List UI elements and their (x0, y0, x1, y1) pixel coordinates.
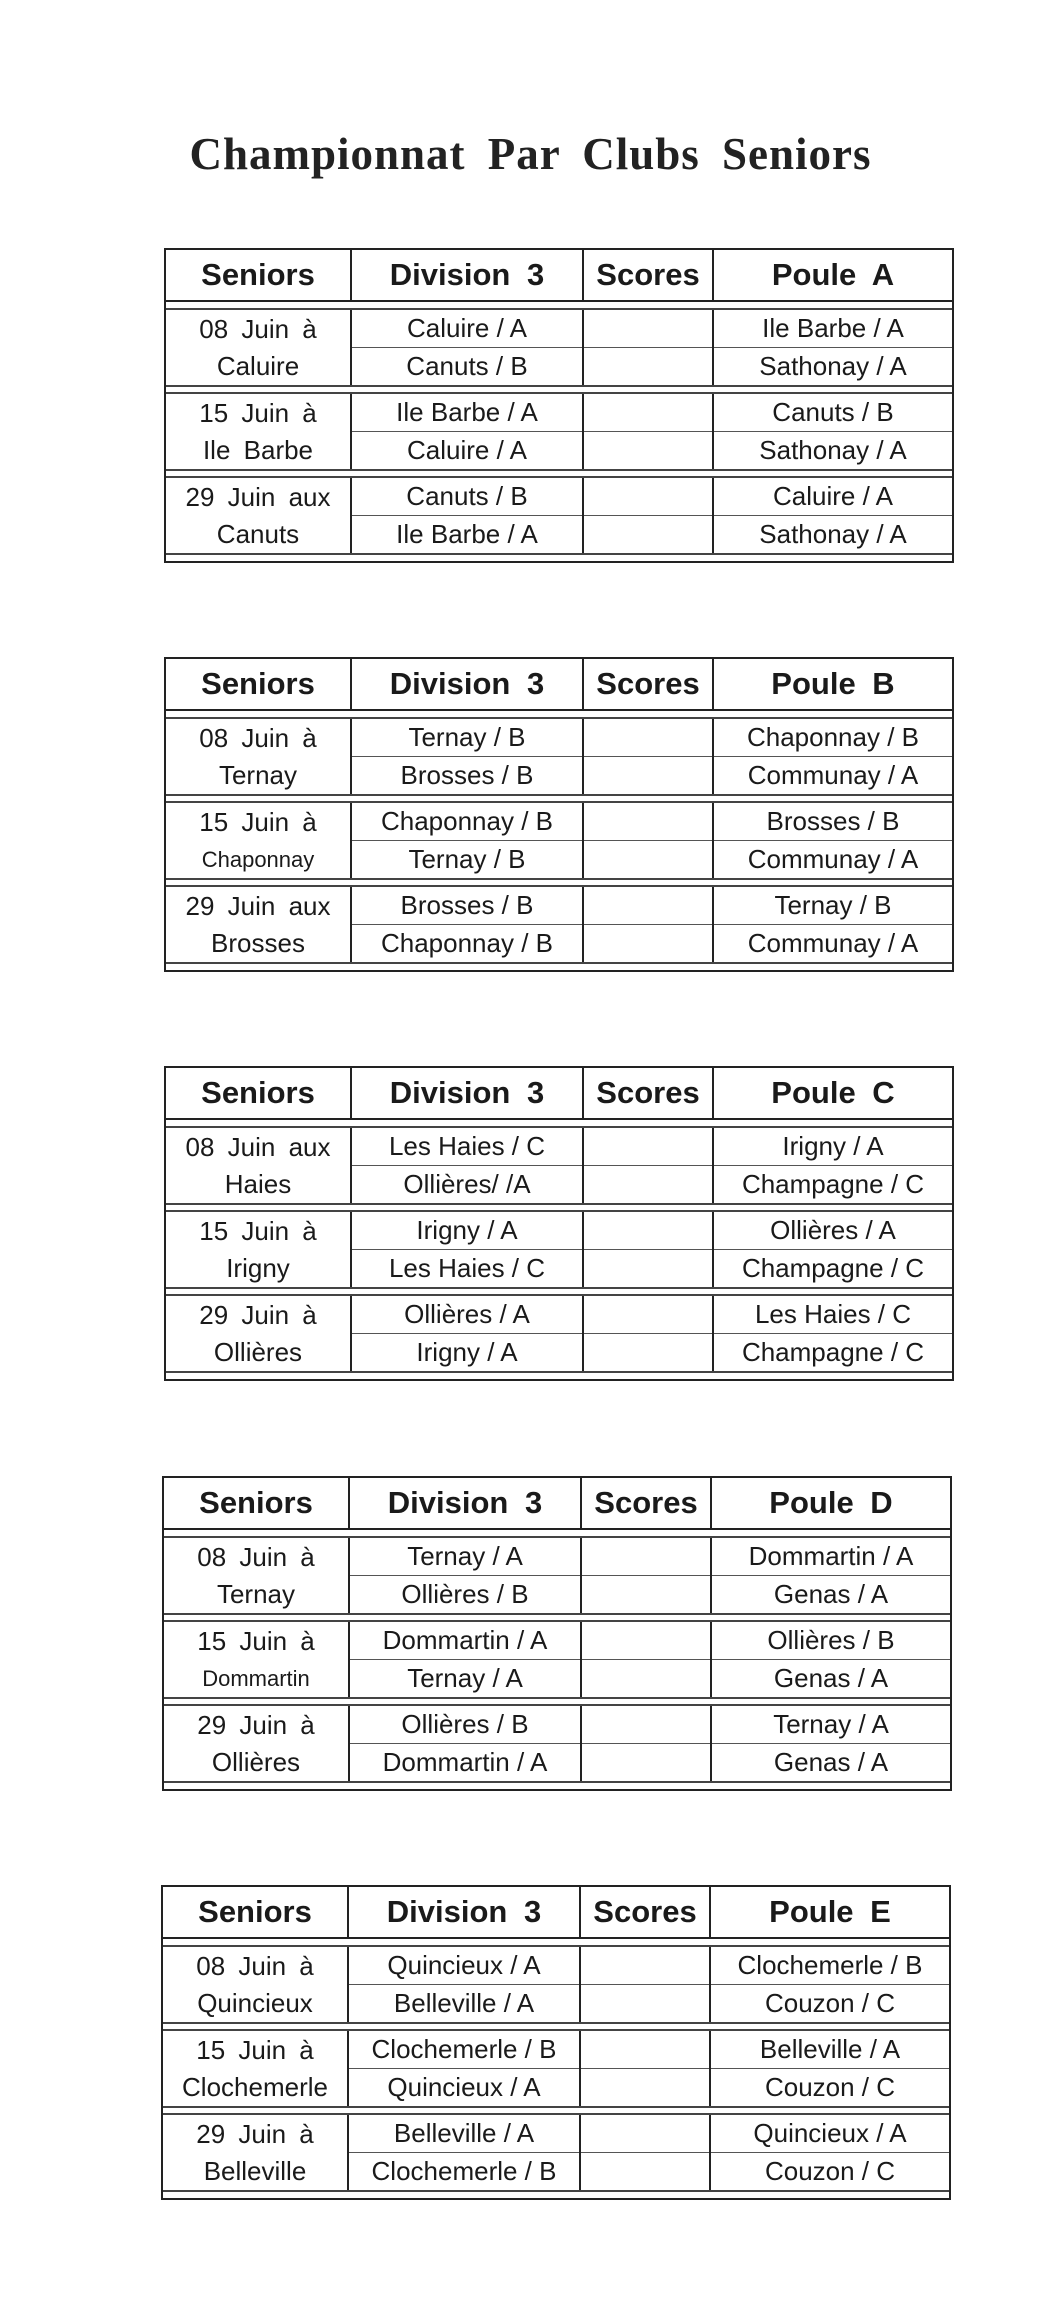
round-row (166, 1296, 952, 1371)
away-team: Genas / A (773, 1747, 889, 1777)
round-date-venue (166, 1296, 352, 1371)
round-date: 15 Juin à (199, 397, 317, 428)
round-venue: Clochemerle (182, 2071, 328, 2102)
poule-table-d (162, 1476, 952, 1791)
score-cells (581, 1947, 711, 2022)
away-teams (712, 1706, 950, 1781)
header-division: Division 3 (352, 1068, 584, 1118)
home-team: Belleville / A (393, 1988, 535, 2018)
home-team: Clochemerle / B (349, 2031, 579, 2069)
home-teams (352, 719, 584, 794)
away-teams (712, 1538, 950, 1613)
round-row (164, 1706, 950, 1781)
round-date: 15 Juin à (196, 2034, 314, 2065)
round-divider (163, 2106, 949, 2115)
away-team: Couzon / C (764, 2072, 896, 2102)
score-cell (584, 757, 712, 794)
round-venue: Caluire (216, 350, 300, 381)
round-row (163, 2031, 949, 2106)
round-venue: Belleville (203, 2155, 307, 2186)
poule-table-b (164, 657, 954, 972)
header-seniors: Seniors (166, 659, 352, 709)
round-date: 08 Juin à (197, 1541, 315, 1572)
header-division: Division 3 (349, 1887, 581, 1937)
round-date-venue (164, 1538, 350, 1613)
round-row (166, 394, 952, 469)
round-date-venue (166, 310, 352, 385)
away-team: Champagne / C (741, 1253, 925, 1283)
header-division: Division 3 (350, 1478, 582, 1528)
round-venue: Ternay (216, 1578, 296, 1609)
away-team: Quincieux / A (711, 2115, 949, 2153)
away-teams (714, 478, 952, 553)
score-cell (584, 1166, 712, 1203)
away-teams (714, 1296, 952, 1371)
away-team: Brosses / B (714, 803, 952, 841)
away-teams (714, 1128, 952, 1203)
score-cells (584, 310, 714, 385)
away-team: Genas / A (773, 1663, 889, 1693)
score-cells (584, 719, 714, 794)
away-team: Communay / A (747, 760, 919, 790)
away-team: Ternay / A (712, 1706, 950, 1744)
score-cell (584, 925, 712, 962)
score-cell (582, 1706, 710, 1744)
round-divider (166, 878, 952, 887)
round-date: 08 Juin à (196, 1950, 314, 1981)
away-team: Clochemerle / B (711, 1947, 949, 1985)
score-cell (582, 1622, 710, 1660)
header-divider (164, 1530, 950, 1538)
round-row (166, 719, 952, 794)
home-team: Ollières / B (401, 1579, 529, 1609)
home-team: Les Haies / C (352, 1128, 582, 1166)
away-team: Canuts / B (714, 394, 952, 432)
round-date-venue (163, 1947, 349, 2022)
score-cell (584, 348, 712, 385)
header-scores: Scores (582, 1478, 712, 1528)
away-team: Sathonay / A (759, 351, 907, 381)
header-seniors: Seniors (166, 1068, 352, 1118)
home-teams (352, 803, 584, 878)
header-scores: Scores (584, 250, 714, 300)
away-team: Belleville / A (711, 2031, 949, 2069)
round-divider (166, 1203, 952, 1212)
away-team: Ollières / B (712, 1622, 950, 1660)
home-team: Ollières/ /A (403, 1169, 531, 1199)
home-teams (352, 310, 584, 385)
round-venue: Ollières (213, 1336, 303, 1367)
score-cells (584, 1296, 714, 1371)
header-poule: Poule A (771, 257, 895, 292)
round-venue: Irigny (226, 1252, 290, 1283)
table-footer-divider (164, 1781, 950, 1789)
home-team: Ollières / B (350, 1706, 580, 1744)
score-cell (584, 310, 712, 348)
round-date-venue (166, 1128, 352, 1203)
score-cell (582, 1576, 710, 1613)
header-poule: Poule D (769, 1485, 893, 1520)
poule-table-c (164, 1066, 954, 1381)
score-cells (582, 1706, 712, 1781)
round-venue: Dommartin (202, 1665, 310, 1691)
score-cell (581, 1947, 709, 1985)
home-teams (349, 2115, 581, 2190)
home-team: Quincieux / A (387, 2072, 541, 2102)
home-teams (352, 478, 584, 553)
away-teams (714, 803, 952, 878)
round-row (166, 478, 952, 553)
round-date-venue (166, 478, 352, 553)
home-teams (349, 1947, 581, 2022)
away-teams (711, 2031, 949, 2106)
round-row (164, 1622, 950, 1697)
round-row (166, 1128, 952, 1203)
home-team: Belleville / A (349, 2115, 579, 2153)
score-cell (581, 2069, 709, 2106)
round-row (166, 803, 952, 878)
score-cells (581, 2115, 711, 2190)
header-scores: Scores (581, 1887, 711, 1937)
header-scores: Scores (584, 1068, 714, 1118)
home-team: Ile Barbe / A (396, 519, 538, 549)
home-team: Clochemerle / B (371, 2156, 557, 2186)
header-seniors: Seniors (163, 1887, 349, 1937)
round-venue: Brosses (211, 927, 305, 958)
home-team: Ollières / A (352, 1296, 582, 1334)
home-teams (350, 1706, 582, 1781)
score-cells (581, 2031, 711, 2106)
round-date: 29 Juin à (197, 1709, 315, 1740)
round-date: 08 Juin à (199, 313, 317, 344)
score-cell (584, 516, 712, 553)
home-team: Canuts / B (352, 478, 582, 516)
score-cells (584, 478, 714, 553)
home-team: Ile Barbe / A (352, 394, 582, 432)
round-divider (166, 385, 952, 394)
header-seniors: Seniors (164, 1478, 350, 1528)
home-team: Ternay / B (408, 844, 526, 874)
home-teams (350, 1538, 582, 1613)
score-cells (584, 394, 714, 469)
score-cell (582, 1744, 710, 1781)
round-date-venue (164, 1706, 350, 1781)
away-team: Sathonay / A (759, 519, 907, 549)
round-date-venue (166, 719, 352, 794)
home-teams (350, 1622, 582, 1697)
round-divider (164, 1613, 950, 1622)
round-row (166, 310, 952, 385)
home-teams (352, 394, 584, 469)
score-cell (581, 2153, 709, 2190)
home-team: Caluire / A (407, 435, 527, 465)
score-cells (582, 1538, 712, 1613)
round-row (166, 887, 952, 962)
home-team: Ternay / A (350, 1538, 580, 1576)
home-team: Ternay / A (407, 1663, 523, 1693)
round-date: 08 Juin à (199, 722, 317, 753)
round-row (163, 1947, 949, 2022)
header-divider (166, 711, 952, 719)
home-team: Les Haies / C (388, 1253, 546, 1283)
round-row (163, 2115, 949, 2190)
round-date-venue (166, 887, 352, 962)
score-cells (584, 1212, 714, 1287)
score-cell (584, 432, 712, 469)
table-header (166, 250, 952, 302)
away-teams (711, 2115, 949, 2190)
away-team: Chaponnay / B (714, 719, 952, 757)
header-divider (166, 302, 952, 310)
away-teams (714, 310, 952, 385)
home-team: Ternay / B (352, 719, 582, 757)
header-seniors: Seniors (166, 250, 352, 300)
away-team: Couzon / C (764, 2156, 896, 2186)
table-header (164, 1478, 950, 1530)
round-date-venue (164, 1622, 350, 1697)
round-date-venue (166, 803, 352, 878)
table-footer-divider (163, 2190, 949, 2198)
poule-table-e (161, 1885, 951, 2200)
table-footer-divider (166, 1371, 952, 1379)
away-team: Les Haies / C (714, 1296, 952, 1334)
home-team: Caluire / A (352, 310, 582, 348)
score-cell (584, 803, 712, 841)
away-team: Ollières / A (714, 1212, 952, 1250)
score-cells (584, 803, 714, 878)
away-team: Communay / A (747, 928, 919, 958)
away-team: Couzon / C (764, 1988, 896, 2018)
score-cell (584, 1296, 712, 1334)
score-cells (584, 1128, 714, 1203)
away-team: Dommartin / A (712, 1538, 950, 1576)
score-cell (584, 1334, 712, 1371)
home-teams (349, 2031, 581, 2106)
home-team: Dommartin / A (382, 1747, 548, 1777)
away-teams (714, 1212, 952, 1287)
score-cell (584, 1212, 712, 1250)
away-team: Caluire / A (714, 478, 952, 516)
score-cell (584, 719, 712, 757)
home-team: Irigny / A (352, 1212, 582, 1250)
round-date: 15 Juin à (199, 806, 317, 837)
score-cell (584, 887, 712, 925)
away-team: Champagne / C (741, 1337, 925, 1367)
score-cell (584, 1250, 712, 1287)
table-footer-divider (166, 962, 952, 970)
round-divider (166, 1287, 952, 1296)
header-division: Division 3 (352, 250, 584, 300)
table-header (166, 659, 952, 711)
score-cell (584, 841, 712, 878)
away-team: Genas / A (773, 1579, 889, 1609)
round-venue: Quincieux (197, 1987, 313, 2018)
home-teams (352, 1128, 584, 1203)
score-cell (584, 1128, 712, 1166)
header-poule: Poule B (771, 666, 895, 701)
header-scores: Scores (584, 659, 714, 709)
round-date-venue (163, 2115, 349, 2190)
round-date-venue (163, 2031, 349, 2106)
away-teams (714, 887, 952, 962)
round-date: 29 Juin aux (185, 481, 331, 512)
score-cell (581, 2115, 709, 2153)
score-cell (584, 478, 712, 516)
round-venue: Ollières (211, 1746, 301, 1777)
away-teams (714, 394, 952, 469)
home-team: Irigny / A (416, 1337, 518, 1367)
page-title: Championnat Par Clubs Seniors (189, 129, 872, 179)
round-venue: Ternay (218, 759, 298, 790)
round-date: 15 Juin à (197, 1625, 315, 1656)
round-date: 29 Juin à (199, 1299, 317, 1330)
round-divider (163, 2022, 949, 2031)
score-cell (581, 1985, 709, 2022)
home-team: Quincieux / A (349, 1947, 579, 1985)
table-footer-divider (166, 553, 952, 561)
header-division: Division 3 (352, 659, 584, 709)
away-team: Ile Barbe / A (714, 310, 952, 348)
round-venue: Canuts (216, 518, 300, 549)
home-teams (352, 1296, 584, 1371)
score-cell (582, 1660, 710, 1697)
home-team: Dommartin / A (350, 1622, 580, 1660)
home-teams (352, 1212, 584, 1287)
header-poule: Poule C (771, 1075, 895, 1110)
round-date-venue (166, 394, 352, 469)
round-divider (166, 794, 952, 803)
score-cells (584, 887, 714, 962)
home-team: Chaponnay / B (352, 803, 582, 841)
home-team: Canuts / B (406, 351, 528, 381)
round-date: 29 Juin aux (185, 890, 331, 921)
round-venue: Ile Barbe (202, 434, 314, 465)
score-cell (582, 1538, 710, 1576)
round-row (164, 1538, 950, 1613)
round-date-venue (166, 1212, 352, 1287)
home-team: Brosses / B (400, 760, 534, 790)
round-date: 29 Juin à (196, 2118, 314, 2149)
home-team: Chaponnay / B (380, 928, 553, 958)
round-date: 15 Juin à (199, 1215, 317, 1246)
away-teams (714, 719, 952, 794)
score-cell (581, 2031, 709, 2069)
away-team: Champagne / C (741, 1169, 925, 1199)
away-team: Communay / A (747, 844, 919, 874)
home-team: Brosses / B (352, 887, 582, 925)
header-divider (163, 1939, 949, 1947)
table-header (163, 1887, 949, 1939)
away-team: Irigny / A (714, 1128, 952, 1166)
round-row (166, 1212, 952, 1287)
score-cells (582, 1622, 712, 1697)
round-date: 08 Juin aux (185, 1131, 331, 1162)
table-header (166, 1068, 952, 1120)
away-team: Ternay / B (714, 887, 952, 925)
poule-table-a (164, 248, 954, 563)
away-team: Sathonay / A (759, 435, 907, 465)
header-divider (166, 1120, 952, 1128)
home-teams (352, 887, 584, 962)
away-teams (712, 1622, 950, 1697)
score-cell (584, 394, 712, 432)
round-divider (166, 469, 952, 478)
round-venue: Chaponnay (201, 846, 315, 872)
header-poule: Poule E (769, 1894, 891, 1929)
away-teams (711, 1947, 949, 2022)
round-venue: Haies (224, 1168, 292, 1199)
round-divider (164, 1697, 950, 1706)
